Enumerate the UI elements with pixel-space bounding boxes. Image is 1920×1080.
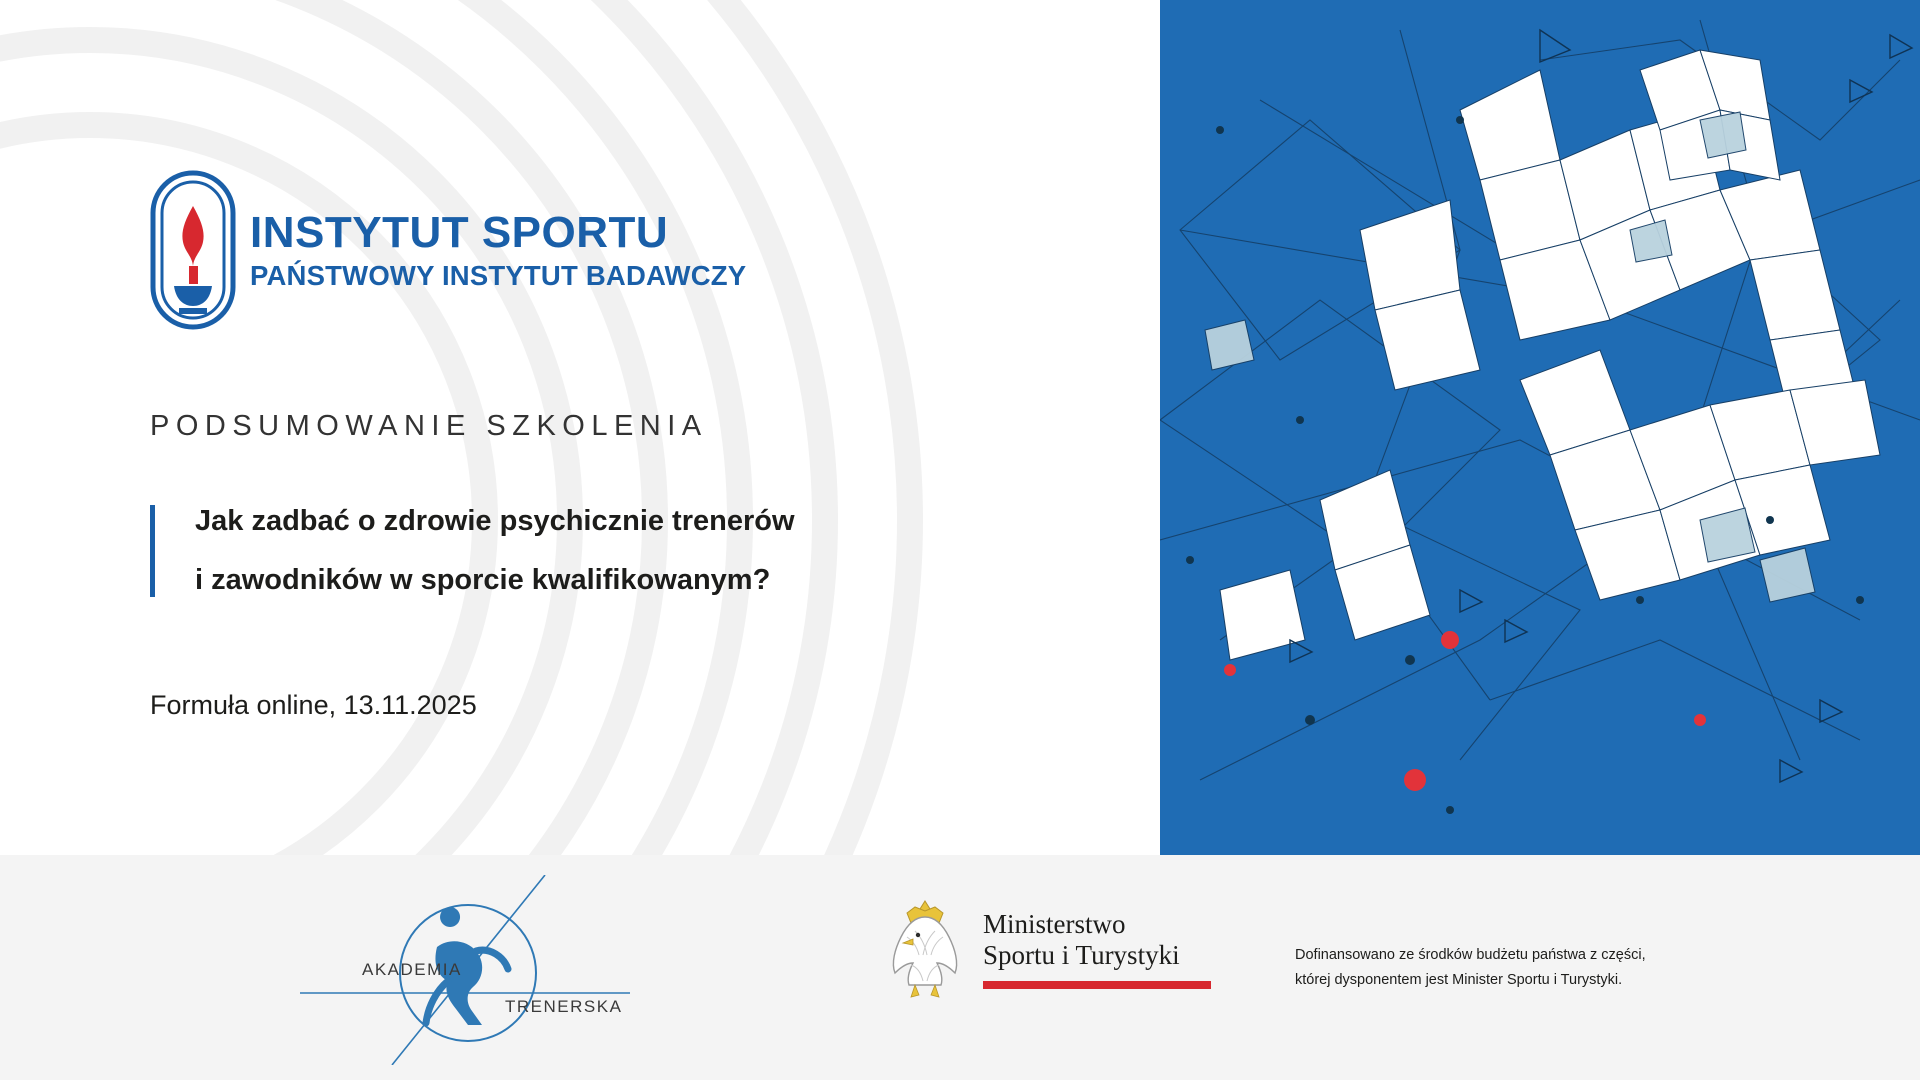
akademia-word-left: AKADEMIA — [362, 960, 462, 979]
title-lines — [195, 505, 795, 597]
funding-note — [1295, 943, 1675, 994]
akademia-word-right: TRENERSKA — [505, 997, 623, 1016]
slide-title — [150, 505, 795, 597]
ministry-red-rule — [983, 981, 1211, 989]
ministry-text-block — [983, 909, 1211, 988]
instytut-sportu-logo-icon — [150, 170, 236, 330]
polish-eagle-icon — [885, 893, 965, 1005]
low-poly-athletes-graphic — [1160, 0, 1920, 855]
decorative-blue-panel — [1160, 0, 1920, 855]
slide-subinfo: Formuła online, 13.11.2025 — [150, 690, 477, 720]
institute-name: INSTYTUT SPORTU — [250, 207, 669, 257]
left-content-pane — [0, 0, 1160, 855]
funding-note-line-2: której dysponentem jest Minister Sportu i Turystyki. — [1295, 972, 1623, 989]
ministry-logo — [885, 893, 1211, 1005]
akademia-trenerska-logo — [300, 875, 630, 1065]
institute-subtitle: PAŃSTWOWY INSTYTUT BADAWCZY — [250, 259, 747, 291]
title-line-1: Jak zadbać o zdrowie psychicznie trenerów — [195, 505, 795, 537]
ministry-line-2: Sportu i Turystyki — [983, 939, 1180, 970]
slide-eyebrow: PODSUMOWANIE SZKOLENIA — [150, 410, 708, 442]
institute-logo-text — [250, 207, 747, 291]
funding-note-line-1: Dofinansowano ze środków budżetu państwa z części, — [1295, 947, 1646, 963]
ministry-line-1: Ministerstwo — [983, 909, 1126, 940]
title-line-2: i zawodników w sporcie kwalifikowanym? — [195, 564, 771, 596]
slide-footer — [0, 855, 1920, 1080]
institute-logo — [150, 170, 746, 330]
title-accent-bar — [150, 505, 155, 597]
